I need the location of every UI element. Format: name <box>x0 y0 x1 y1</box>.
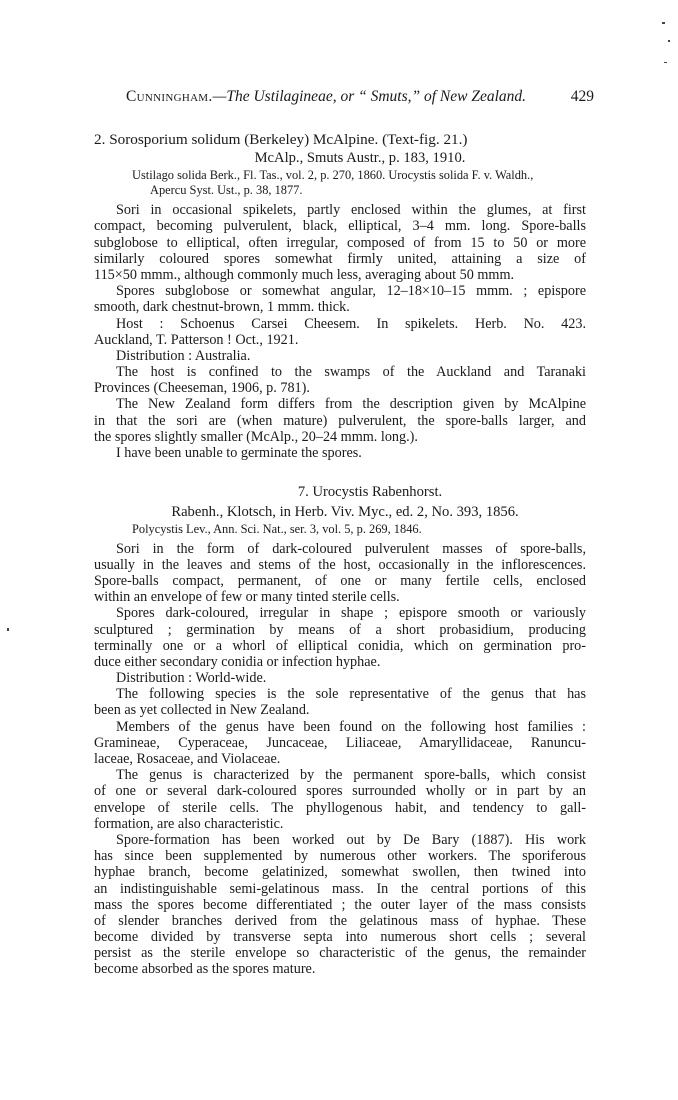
text-line: usually in the leaves and stems of the host, occasionally in the inflorescences. <box>94 556 586 573</box>
text-line: Spores subglobose or somewhat angular, 12–18×10–15 mmm. ; epispore <box>116 283 586 300</box>
text-line: subglobose to elliptical, often irregular, composed of from 15 to 50 or more <box>94 234 586 251</box>
text-line: of one or several dark-coloured spores surrounded wholly or in part by an <box>94 783 586 800</box>
running-header <box>114 88 594 112</box>
text-line: The New Zealand form differs from the description given by McAlpine <box>116 396 586 413</box>
urocystis-members <box>94 719 586 768</box>
text-line: The following species is the sole representative of the genus that has <box>116 686 586 703</box>
text-line: terminally one or a whorl of elliptical conidia, which on germination pro- <box>94 637 586 654</box>
text-line: Sori in occasional spikelets, partly enclosed within the glumes, at first <box>116 202 586 219</box>
scan-speck <box>662 22 665 24</box>
text-line: envelope of sterile cells. The phyllogenous habit, and tendency to gall- <box>94 799 586 816</box>
scan-speck <box>664 62 667 63</box>
text-line: 115×50 mmm., although commonly much less, averaging about 50 mmm. <box>94 266 515 283</box>
sorosporium-synonym-1: Ustilago solida Berk., Fl. Tas., vol. 2, p. 270, 1860. Urocystis solida F. v. Waldh., <box>132 168 534 182</box>
urocystis-heading: 7. Urocystis Rabenhorst. <box>297 484 443 500</box>
sorosporium-germination: I have been unable to germinate the spores. <box>116 445 362 461</box>
text-line: mass the spores become differentiated ; the outer layer of the mass consists <box>94 896 586 913</box>
text-line: persist as the sterile envelope so characteristic of the genus, the remainder <box>94 945 586 962</box>
text-line: Members of the genus have been found on the following host families : <box>116 718 586 735</box>
sorosporium-host <box>94 316 586 348</box>
urocystis-synonym: Polycystis Lev., Ann. Sci. Nat., ser. 3, vol. 5, p. 269, 1846. <box>132 522 422 536</box>
text-line: compact, becoming pulverulent, black, elliptical, 3–4 mm. long. Spore-balls <box>94 218 586 235</box>
urocystis-section <box>94 482 586 978</box>
sorosporium-heading: 2. Sorosporium solidum (Berkeley) McAlpine. (Text-fig. 21.) <box>94 131 468 148</box>
text-line: has since been supplemented by numerous other workers. The sporiferous <box>94 848 586 865</box>
header-author: Cunningham. <box>126 88 213 105</box>
text-line: been as yet collected in New Zealand. <box>94 702 310 719</box>
urocystis-sole <box>94 686 586 718</box>
text-line: Spore-balls compact, permanent, of one or many fertile cells, enclosed <box>94 572 586 589</box>
text-line: formation, are also characteristic. <box>94 815 284 832</box>
sorosporium-reference: McAlp., Smuts Austr., p. 183, 1910. <box>254 150 466 166</box>
text-line: Provinces (Cheeseman, 1906, p. 781). <box>94 380 310 397</box>
scan-speck <box>7 628 9 631</box>
text-line: Spores dark-coloured, irregular in shape ; epispore smooth or variously <box>116 605 586 622</box>
sorosporium-confined <box>94 364 586 396</box>
urocystis-reference: Rabenh., Klotsch, in Herb. Viv. Myc., ed. 2, No. 393, 1856. <box>171 504 519 520</box>
sorosporium-distribution: Distribution : Australia. <box>116 347 251 364</box>
text-line: smooth, dark chestnut-brown, 1 mmm. thick. <box>94 299 350 316</box>
urocystis-spore-formation <box>94 832 586 978</box>
urocystis-characterized <box>94 767 586 832</box>
urocystis-spores <box>94 605 586 670</box>
scan-speck <box>668 40 670 42</box>
text-line: the spores slightly smaller (McAlp., 20–24 mmm. long.). <box>94 428 418 445</box>
sorosporium-description <box>94 202 586 283</box>
text-line: The host is confined to the swamps of the Auckland and Taranaki <box>116 364 586 381</box>
text-line: Sori in the form of dark-coloured pulverulent masses of spore-balls, <box>116 540 586 557</box>
urocystis-distribution: Distribution : World-wide. <box>116 670 267 687</box>
text-line: of slender branches derived from the gelatinous mass of hyphae. These <box>94 912 586 929</box>
text-line: within an envelope of few or many tinted sterile cells. <box>94 589 400 606</box>
text-line: hyphae branch, become gelatinized, somewhat swollen, then twined into <box>94 864 586 881</box>
sorosporium-synonym-2: Apercu Syst. Ust., p. 38, 1877. <box>150 182 303 197</box>
text-line: sculptured ; germination by means of a short probasidium, producing <box>94 621 586 638</box>
header-title: —The Ustilagineae, or “ Smuts,” of New Zealand. <box>212 88 527 105</box>
text-line: become divided by transverse septa into numerous short cells ; several <box>94 929 586 946</box>
text-line: duce either secondary conidia or infection hyphae. <box>94 653 381 670</box>
page-number: 429 <box>570 88 594 105</box>
text-line: laceae, Rosaceae, and Violaceae. <box>94 751 281 768</box>
sorosporium-differs <box>94 396 586 445</box>
text-line: The genus is characterized by the permanent spore-balls, which consist <box>116 767 586 784</box>
text-line: become absorbed as the spores mature. <box>94 961 316 978</box>
sorosporium-section <box>94 130 586 461</box>
text-line: an indistinguishable semi-gelatinous mass. In the central portions of this <box>94 880 586 897</box>
sorosporium-spores <box>94 283 586 315</box>
text-line: similarly coloured spores somewhat firmly united, attaining a size of <box>94 250 586 267</box>
text-line: Gramineae, Cyperaceae, Juncaceae, Liliaceae, Amaryllidaceae, Ranuncu- <box>94 734 586 751</box>
text-line: in that the sori are (when mature) pulverulent, the spore-balls larger, and <box>94 412 586 429</box>
text-line: Spore-formation has been worked out by De Bary (1887). His work <box>116 831 586 848</box>
urocystis-sori <box>94 541 586 606</box>
text-line: Auckland, T. Patterson ! Oct., 1921. <box>94 331 299 348</box>
text-line: Host : Schoenus Carsei Cheesem. In spikelets. Herb. No. 423. <box>116 315 586 332</box>
